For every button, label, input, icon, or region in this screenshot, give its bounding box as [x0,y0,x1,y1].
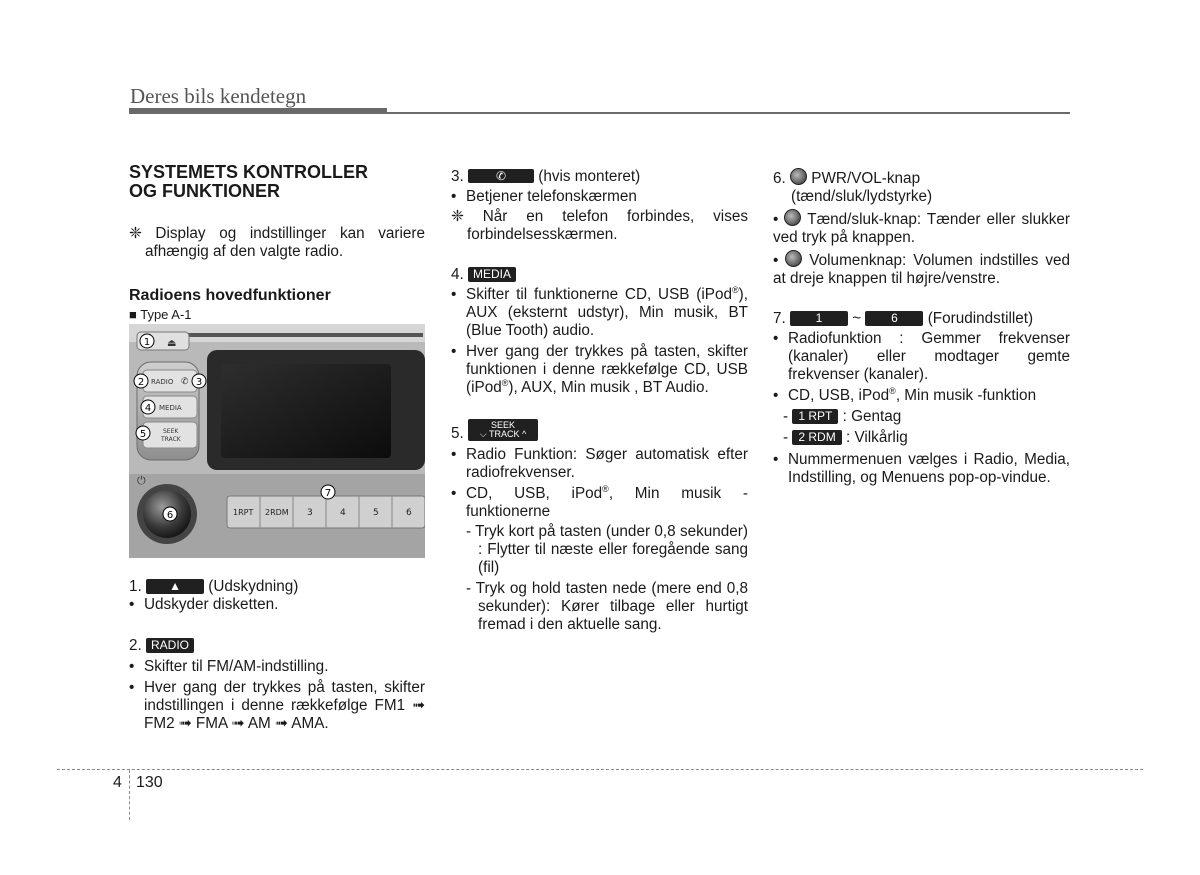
item-7-number: 7. [773,310,786,327]
callout-3: 3 [195,377,203,388]
item-1-bullet: • Udskyder disketten. [129,596,425,614]
header-rule-thin [387,112,1070,114]
item-6-text: PWR/VOL-knap [811,170,921,187]
item-3 [451,168,748,186]
item-6-subtext: (tænd/sluk/lydstyrke) [791,188,933,205]
callout-6: 6 [166,510,174,521]
preset-1-key: 1 [790,311,848,326]
radio-key: RADIO [146,638,194,653]
item-5-number: 5. [451,425,464,442]
section-heading-line1: SYSTEMETS KONTROLLER [129,162,369,182]
seek-track-key [468,419,538,441]
svg-text:✆: ✆ [181,377,189,387]
column-left [129,163,425,323]
item-1-text: (Udskydning) [208,578,299,595]
photo-radio-label: RADIO [151,378,174,386]
knob-icon [785,250,802,267]
item-1-number: 1. [129,578,142,595]
seek-label: SEEK [491,420,516,430]
photo-track-label: TRACK [161,436,181,443]
item-3-note: ❈ Når en telefon forbindes, vises forbindelsesskærmen. [451,208,748,243]
item-7-bullet-3: • Nummermenuen vælges i Radio, Media, Indstilling, og Menuens pop-op-vindue. [773,451,1070,487]
item-7-dash-1: - 1 RPT : Gentag [783,408,902,425]
callout-2: 2 [137,377,145,388]
photo-preset-6: 6 [406,508,412,518]
item-4-bullet-1: • Skifter til funktionerne CD, USB (iPod®), AUX (eksternt udstyr), Min musik, BT (Blue Tooth) audio. [451,286,748,340]
footer-rule [57,769,1143,770]
preset-6-key: 6 [865,311,923,326]
media-key: MEDIA [468,267,516,282]
chevron-up-icon: ^ [522,429,527,439]
item-7 [773,310,1070,328]
item-7-bullet-2: • CD, USB, iPod®, Min musik -funktion [773,387,1070,405]
svg-text:⏏: ⏏ [167,338,177,349]
svg-text:⏻: ⏻ [137,474,146,487]
radio-illustration [129,324,425,558]
item-3-text: (hvis monteret) [538,168,641,185]
item-5 [451,419,748,443]
chevron-down-icon: ⌵ [479,429,487,439]
rpt-key: 1 RPT [792,409,838,424]
rdm-key: 2 RDM [792,430,841,445]
photo-seek-label: SEEK [163,428,179,435]
column-left-items [129,578,425,733]
item-5-bullet-2: • CD, USB, iPod®, Min musik - funktionerne [451,485,748,521]
item-2 [129,637,425,655]
item-6-number: 6. [773,170,786,187]
display-note: ❈ Display og indstillinger kan variere afhængig af den valgte radio. [129,225,425,260]
header-rule-thick [129,108,387,114]
item-3-number: 3. [451,168,464,185]
item-7-dash-2: - 2 RDM : Vilkårlig [783,429,908,446]
running-header: Deres bils kendetegn [130,84,307,108]
item-5-bullet-1: • Radio Funktion: Søger automatisk efter radiofrekvenser. [451,446,748,482]
type-label: ■ Type A-1 [129,307,192,322]
callout-4: 4 [144,403,152,414]
item-4-number: 4. [451,266,464,283]
column-right [773,168,1070,487]
item-6-bullet-2: • Volumenknap: Volumen indstilles ved at dreje knappen til højre/venstre. [773,252,1070,287]
footer-divider [129,770,130,820]
section-heading [129,163,425,201]
item-4 [451,266,748,284]
item-7-text: (Forudindstillet) [927,310,1034,327]
item-7-bullet-1: • Radiofunktion : Gemmer frekvenser (kanaler) eller modtager gemte frekvenser (kanaler). [773,330,1070,384]
column-middle [451,168,748,634]
item-5-dash-2: - Tryk og hold tasten nede (mere end 0,8 sekunder): Kører tilbage eller hurtigt fremad i den aktuelle sang. [466,580,748,633]
item-2-bullet-2: • Hver gang der trykkes på tasten, skifter indstillingen i denne rækkefølge FM1 ➟ FM2 ➟ FMA ➟ AM ➟ AMA. [129,679,425,733]
callout-1: 1 [143,337,151,348]
item-5-dash-1: - Tryk kort på tasten (under 0,8 sekunder) : Flytter til næste eller foregående sang (fil) [466,523,748,576]
knob-icon [790,168,807,185]
eject-key: ▲ [146,579,204,594]
section-number: 4 [113,774,122,791]
photo-preset-5: 5 [373,508,379,518]
item-6 [773,168,1070,206]
callout-5: 5 [139,429,147,440]
phone-key [468,169,534,183]
photo-media-label: MEDIA [159,404,182,412]
item-2-number: 2. [129,637,142,654]
item-4-bullet-2: • Hver gang der trykkes på tasten, skifter funktionen i denne rækkefølge CD, USB (iPod®), AUX, Min musik , BT Audio. [451,343,748,397]
track-label: TRACK [488,429,520,439]
page-number: 130 [136,774,163,791]
phone-icon: ✆ [495,169,507,183]
callout-7: 7 [324,488,332,499]
knob-icon [784,209,801,226]
item-3-bullet: • Betjener telefonskærmen [451,188,748,206]
subheading: Radioens hovedfunktioner [129,287,331,304]
photo-preset-1: 1RPT [233,508,254,517]
photo-preset-2: 2RDM [265,508,289,517]
photo-preset-3: 3 [307,508,313,518]
radio-photo [129,324,425,558]
item-6-bullet-1: • Tænd/sluk-knap: Tænder eller slukker ved tryk på knappen. [773,211,1070,246]
section-heading-line2: OG FUNKTIONER [129,181,280,201]
item-1 [129,578,425,596]
photo-preset-4: 4 [340,508,346,518]
range-tilde: ~ [852,310,862,327]
item-2-bullet-1: • Skifter til FM/AM-indstilling. [129,658,425,676]
